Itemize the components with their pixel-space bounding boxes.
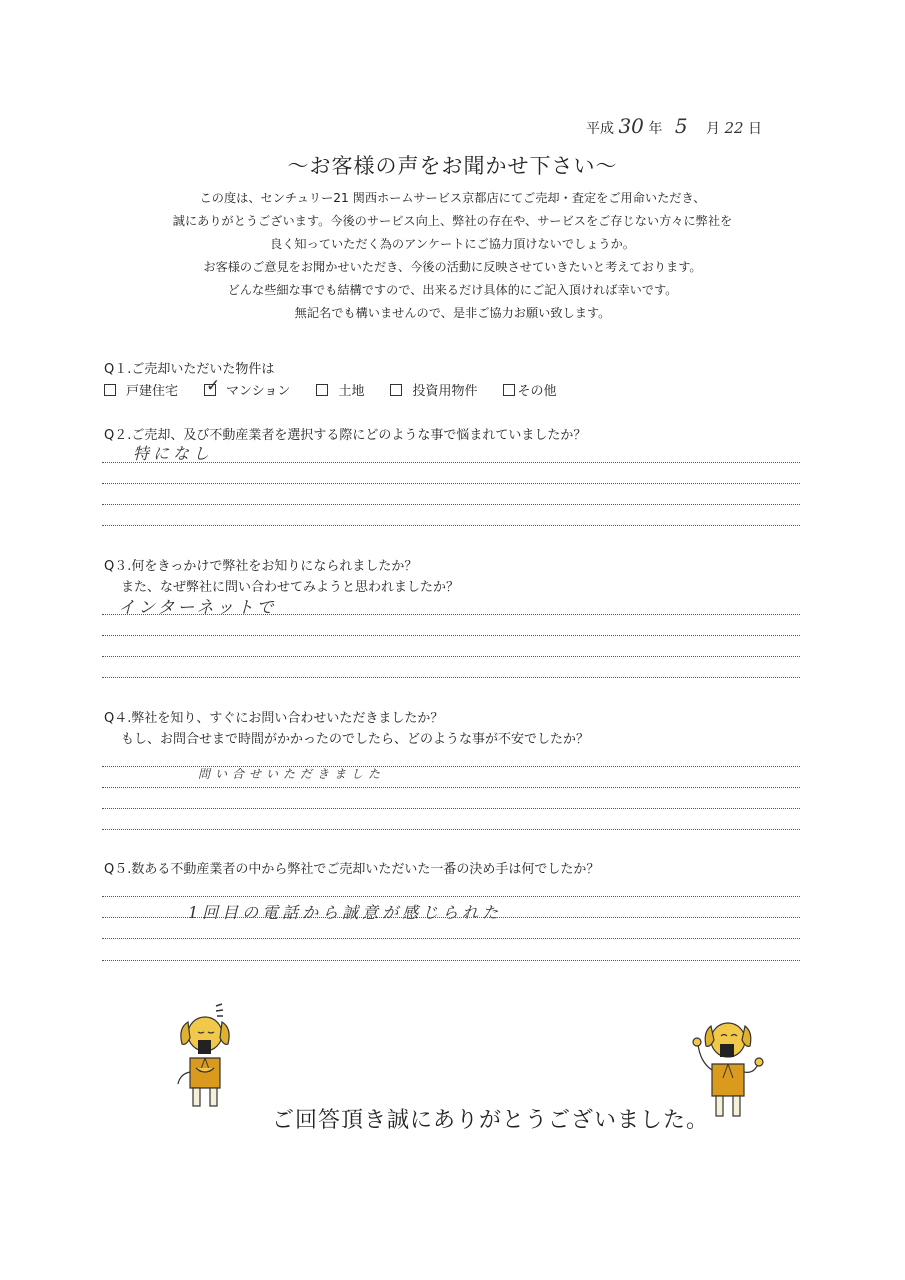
date-day-handwritten: 22 <box>724 119 744 137</box>
page-title: ～お客様の声をお聞かせ下さい～ <box>287 154 618 178</box>
option-label: その他 <box>517 384 557 399</box>
checkbox[interactable] <box>503 384 515 396</box>
q2-question: Q２.ご売却、及び不動産業者を選択する際にどのような事で悩まれていましたか？ <box>104 428 587 443</box>
option-land[interactable] <box>316 380 364 399</box>
answer-line[interactable] <box>102 938 800 939</box>
date-era: 平成 <box>586 121 614 137</box>
survey-date <box>586 114 762 138</box>
answer-line[interactable] <box>102 525 800 526</box>
date-month-unit: 月 <box>706 121 720 137</box>
date-month-handwritten: 5 <box>674 114 688 138</box>
date-year-handwritten: 30 <box>618 114 644 138</box>
q3-question: Q３.何をきっかけで弊社をお知りになられましたか？ <box>104 559 418 574</box>
checkbox[interactable] <box>316 384 328 396</box>
intro-line: お客様のご意見をお聞かせいただき、今後の活動に反映させていきたいと考えております。 <box>203 260 702 274</box>
date-year-unit: 年 <box>648 121 663 137</box>
q5-question: Q５.数ある不動産業者の中から弊社でご売却いただいた一番の決め手は何でしたか？ <box>104 862 600 877</box>
answer-line[interactable] <box>102 896 800 897</box>
q3-handwritten-answer: インターネットで <box>118 598 277 618</box>
option-other[interactable] <box>503 380 556 399</box>
answer-line[interactable] <box>102 808 800 809</box>
answer-line[interactable] <box>102 614 800 615</box>
answer-line[interactable] <box>102 635 800 636</box>
answer-line[interactable] <box>102 462 800 463</box>
option-label: マンション <box>226 384 291 399</box>
option-condominium[interactable] <box>204 380 290 399</box>
option-label: 土地 <box>338 384 365 399</box>
checkbox[interactable] <box>390 384 402 396</box>
q4-subquestion: もし、お問合せまで時間がかかったのでしたら、どのような事が不安でしたか？ <box>121 732 590 747</box>
answer-line[interactable] <box>102 960 800 961</box>
checkbox[interactable] <box>104 384 116 396</box>
q4-handwritten-answer: 問い合せいただきました <box>198 767 386 781</box>
answer-line[interactable] <box>102 504 800 505</box>
q4-question: Q４.弊社を知り、すぐにお問い合わせいただきましたか？ <box>104 711 444 726</box>
intro-line: どんな些細な事でも結構ですので、出来るだけ具体的にご記入頂ければ幸いです。 <box>227 283 678 297</box>
answer-line[interactable] <box>102 656 800 657</box>
q2-handwritten-answer: 特になし <box>133 444 214 463</box>
answer-line[interactable] <box>102 787 800 788</box>
option-investment-property[interactable] <box>390 380 477 399</box>
answer-line[interactable] <box>102 677 800 678</box>
intro-text <box>0 187 905 325</box>
intro-line: 無記名でも構いませんので、是非ご協力お願い致します。 <box>294 306 611 320</box>
answer-line[interactable] <box>102 829 800 830</box>
q5-handwritten-answer: 1回目の電話から誠意が感じられた <box>188 903 503 922</box>
option-detached-house[interactable] <box>104 380 178 399</box>
date-day-unit: 日 <box>748 121 762 137</box>
option-label: 投資用物件 <box>412 384 478 399</box>
answer-line[interactable] <box>102 917 800 918</box>
checkbox-checked[interactable] <box>204 384 216 396</box>
intro-line: この度は、センチュリー21 関西ホームサービス京都店にてご売却・査定をご用命いただき、 <box>199 191 706 205</box>
answer-line[interactable] <box>102 766 800 767</box>
mascot-dog-bowing-icon <box>170 1002 240 1112</box>
q3-subquestion: また、なぜ弊社に問い合わせてみようと思われましたか？ <box>121 580 460 595</box>
intro-line: 良く知っていただく為のアンケートにご協力頂けないでしょうか。 <box>270 237 635 251</box>
closing-thanks: ご回答頂き誠にありがとうございました。 <box>272 1108 710 1133</box>
option-label: 戸建住宅 <box>126 384 179 399</box>
intro-line: 誠にありがとうございます。今後のサービス向上、弊社の存在や、サービスをご存じない方々に弊社を <box>172 214 733 228</box>
q1-question: Q１.ご売却いただいた物件は <box>104 362 275 377</box>
answer-line[interactable] <box>102 483 800 484</box>
q1-options <box>104 380 582 399</box>
